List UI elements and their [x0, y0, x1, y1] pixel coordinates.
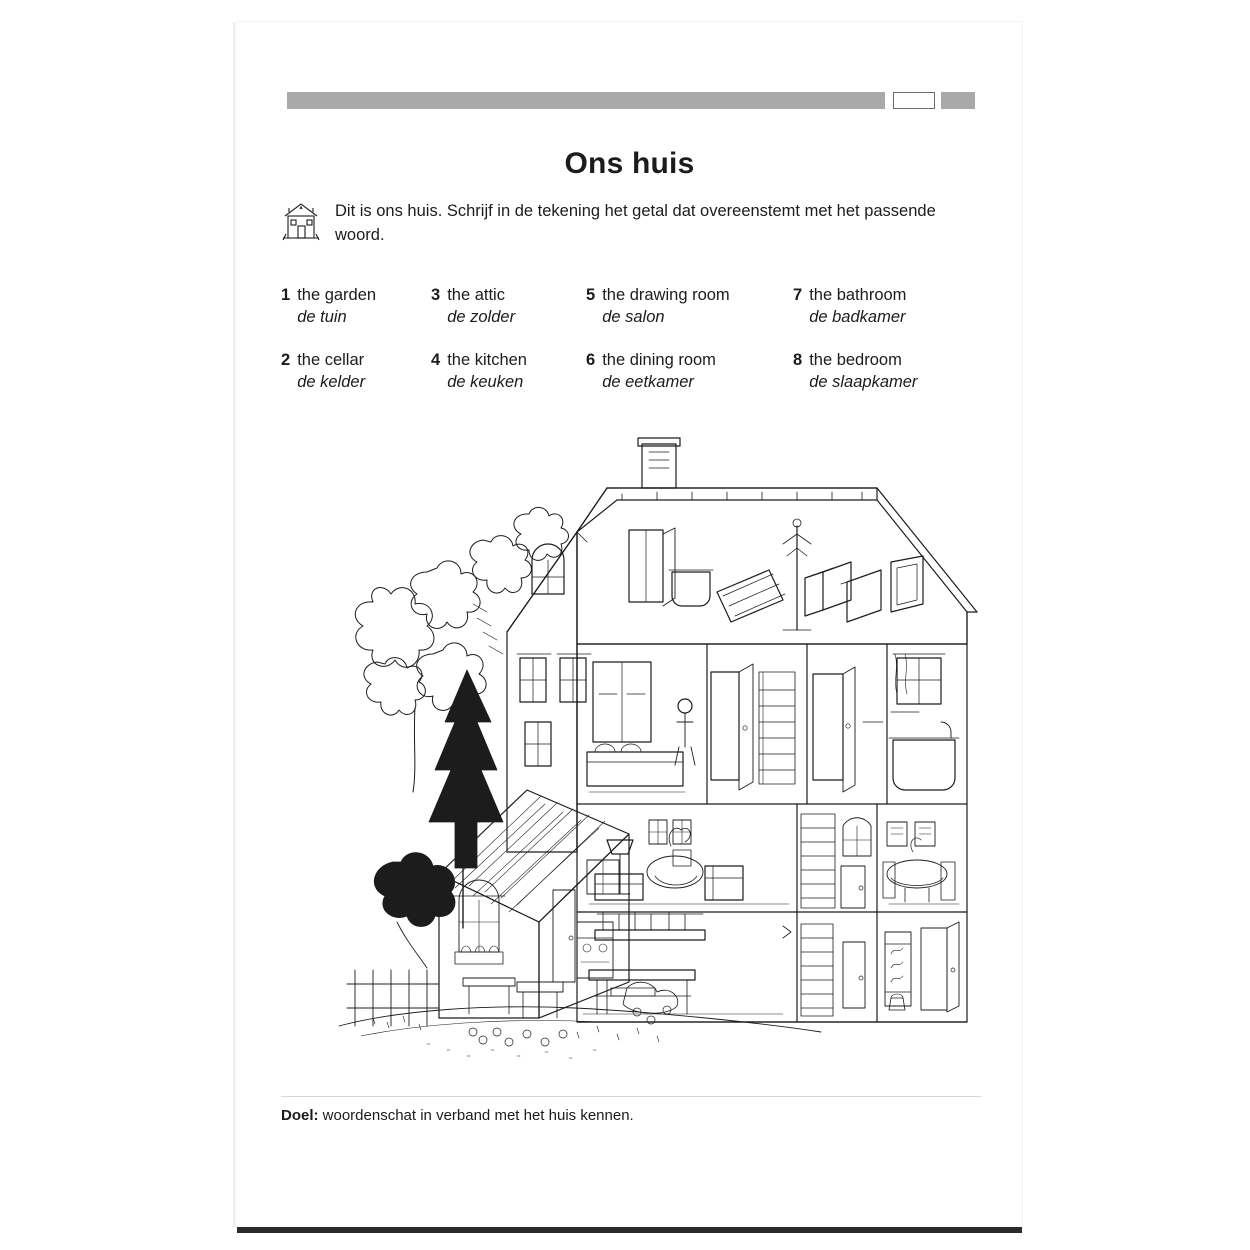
bedroom-room — [587, 662, 695, 792]
wordlist-item-number: 3 — [431, 286, 441, 304]
garden-ground — [339, 982, 821, 1058]
wordlist-item-dutch: de slaapkamer — [809, 372, 918, 391]
footer-goal-text: woordenschat in verband met het huis kennen. — [318, 1107, 634, 1124]
worksheet-sheet — [237, 22, 1022, 1227]
wordlist-item-english: the drawing room — [602, 286, 730, 304]
boiler-room — [885, 922, 959, 1012]
cutaway-house-drawing — [277, 422, 982, 1082]
header-bars — [287, 90, 975, 110]
wordlist — [281, 284, 993, 393]
cellar-stairs — [783, 924, 865, 1016]
wordlist-item-number: 2 — [281, 350, 291, 369]
wordlist-item — [586, 284, 793, 329]
page-title: Ons huis — [564, 147, 695, 180]
wordlist-item-dutch: de kelder — [297, 372, 366, 391]
wordlist-item-dutch: de eetkamer — [602, 372, 694, 391]
header-bar-long — [287, 92, 885, 109]
footer-goal — [281, 1107, 634, 1124]
wordlist-item — [586, 349, 793, 394]
wordlist-item-dutch: de salon — [602, 308, 665, 327]
wordlist-item-dutch: de tuin — [297, 308, 347, 327]
wordlist-item-english: the attic — [447, 286, 505, 304]
chimney-icon — [638, 438, 680, 488]
footer-goal-label: Doel: — [281, 1107, 319, 1124]
wordlist-item-english: the bathroom — [809, 286, 907, 304]
footer-divider — [281, 1096, 981, 1097]
header-bar-box — [893, 92, 935, 109]
middle-hall-stairs — [801, 814, 871, 908]
wordlist-item-english: the kitchen — [447, 350, 527, 369]
attic-room — [577, 519, 967, 644]
upper-landing-stairs — [711, 664, 795, 790]
wordlist-item-dutch: de keuken — [447, 372, 524, 391]
wordlist-item-dutch: de zolder — [447, 308, 516, 327]
wordlist-item-number: 7 — [793, 286, 803, 304]
wordlist-item-number: 6 — [586, 350, 596, 369]
wordlist-item-english: the dining room — [602, 350, 716, 369]
wordlist-item-number: 8 — [793, 350, 803, 369]
wordlist-item-english: the bedroom — [809, 350, 902, 369]
dining-room — [883, 822, 959, 904]
wordlist-item — [793, 349, 993, 394]
garden-trees — [355, 507, 568, 968]
wordlist-item — [793, 284, 993, 329]
instruction-block — [281, 200, 981, 248]
instruction-text: Dit is ons huis. Schrijf in de tekening het getal dat overeenstemt met het passende woord. — [335, 202, 936, 244]
wordlist-item-number: 1 — [281, 286, 291, 304]
wordlist-item-dutch: de badkamer — [809, 308, 906, 327]
house-icon — [281, 200, 321, 242]
wordlist-item-number: 4 — [431, 350, 441, 369]
header-bar-small — [941, 92, 975, 109]
wordlist-item — [281, 284, 431, 329]
garden-fence — [347, 970, 439, 1026]
wordlist-item — [281, 349, 431, 394]
wordlist-item-number: 5 — [586, 286, 596, 304]
wordlist-item — [431, 349, 586, 394]
wordlist-item-english: the cellar — [297, 350, 365, 369]
house-main-body — [577, 644, 967, 1022]
bathroom-room — [889, 654, 959, 790]
wordlist-item-english: the garden — [297, 286, 377, 304]
upper-small-room — [813, 667, 883, 792]
wordlist-item — [431, 284, 586, 329]
